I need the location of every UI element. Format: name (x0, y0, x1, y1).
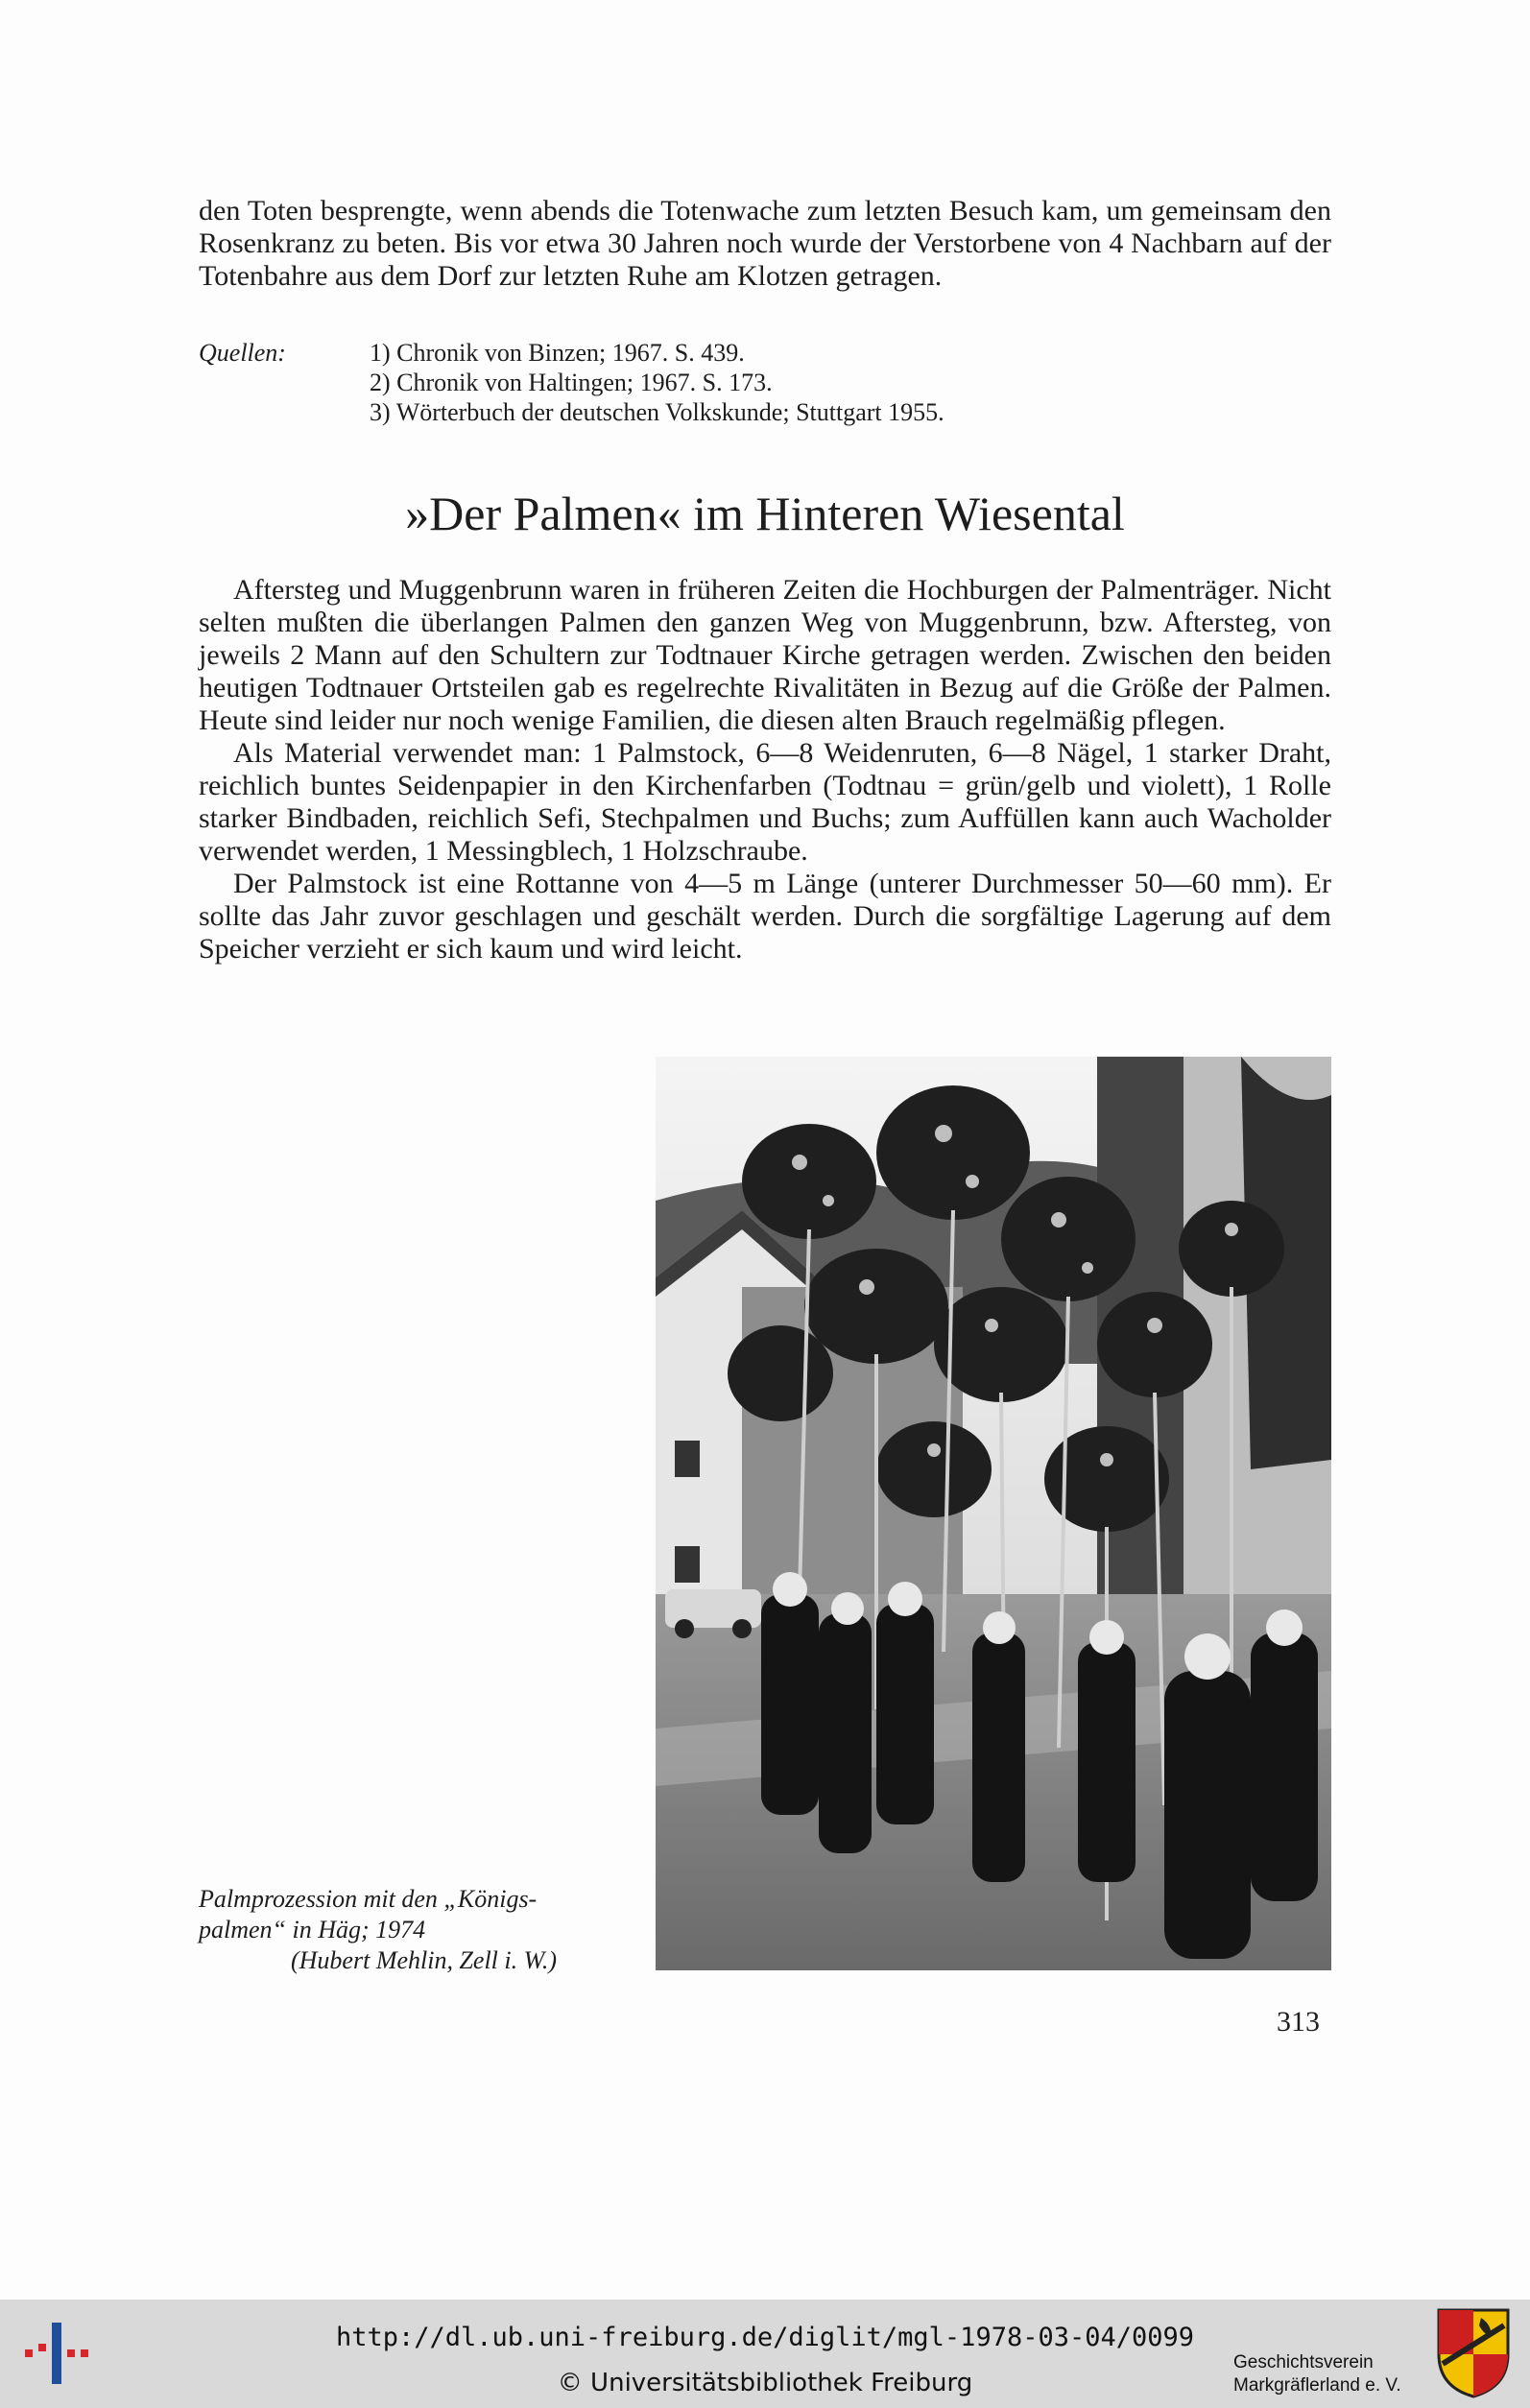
sources-block (199, 338, 1331, 427)
body-paragraph: Der Palmstock ist eine Rottanne von 4—5 m Länge (unterer Durchmesser 50—60 mm). Er sollte das Jahr zuvor geschlagen und geschält werden. Durch die sorgfältige Lagerung auf dem Speicher verzieht er sich kaum und wird leicht. (199, 868, 1331, 965)
sources-list (199, 338, 1331, 427)
source-item: 3) Wörterbuch der deutschen Volkskunde; Stuttgart 1955. (370, 398, 944, 426)
photo-caption (199, 1884, 640, 1976)
intro-paragraph (199, 195, 1331, 293)
article-title: »Der Palmen« im Hinteren Wiesental (405, 487, 1125, 540)
sources-label: Quellen: (199, 339, 286, 367)
society-line: Markgräflerland e. V. (1233, 2375, 1401, 2396)
caption-line: palmen“ in Häg; 1974 (199, 1916, 426, 1943)
body-paragraph: Aftersteg und Muggenbrunn waren in früheren Zeiten die Hochburgen der Palmenträger. Nicht selten mußten die überlangen Palmen den ganzen Weg von Muggenbrunn, bzw. Aftersteg, von jeweils 2 Mann auf den Schultern zur Todtnauer Kirche getragen werden. Zwischen den beiden heutigen Todtnauer Ortsteilen gab es regelrechte Rivalitäten in Bezug auf die Größe der Palmen. Heute sind leider nur noch wenige Familien, die diesen alten Brauch regelmäßig pflegen. (199, 574, 1331, 736)
copyright-text: © Universitätsbibliothek Freiburg (557, 2369, 973, 2397)
coat-of-arms-icon[interactable] (1435, 2306, 1512, 2398)
procession-photo-drawing (656, 1057, 1331, 1970)
procession-photo (656, 1057, 1331, 1970)
article-body (199, 574, 1331, 966)
intro-text: den Toten besprengte, wenn abends die Totenwache zum letzten Besuch kam, um gemeinsam den Rosenkranz zu beten. Bis vor etwa 30 Jahren noch wurde der Verstorbene von 4 Nachbarn auf der Totenbahre aus dem Dorf zur letzten Ruhe am Klotzen getragen. (199, 195, 1331, 292)
page-number: 313 (1277, 2006, 1320, 2038)
body-paragraph: Als Material verwendet man: 1 Palmstock, 6—8 Weidenruten, 6—8 Nägel, 1 starker Draht, reichlich buntes Seidenpapier in den Kirchenfarben (Todtnau = grün/gelb und violett), 1 Rolle starker Bindbaden, reichlich Sefi, Stechpalmen und Buchs; zum Auffüllen kann auch Wacholder verwendet werden, 1 Messingblech, 1 Holzschraube. (199, 737, 1331, 867)
caption-credit: (Hubert Mehlin, Zell i. W.) (291, 1946, 558, 1974)
caption-line: Palmprozession mit den „Königs- (199, 1885, 538, 1913)
society-name[interactable] (1233, 2351, 1401, 2397)
source-item: 1) Chronik von Binzen; 1967. S. 439. (370, 339, 745, 367)
society-line: Geschichtsverein (1233, 2352, 1374, 2372)
permalink-link[interactable]: http://dl.ub.uni-freiburg.de/diglit/mgl-1978-03-04/0099 (335, 2323, 1195, 2352)
source-item: 2) Chronik von Haltingen; 1967. S. 173. (370, 369, 773, 396)
